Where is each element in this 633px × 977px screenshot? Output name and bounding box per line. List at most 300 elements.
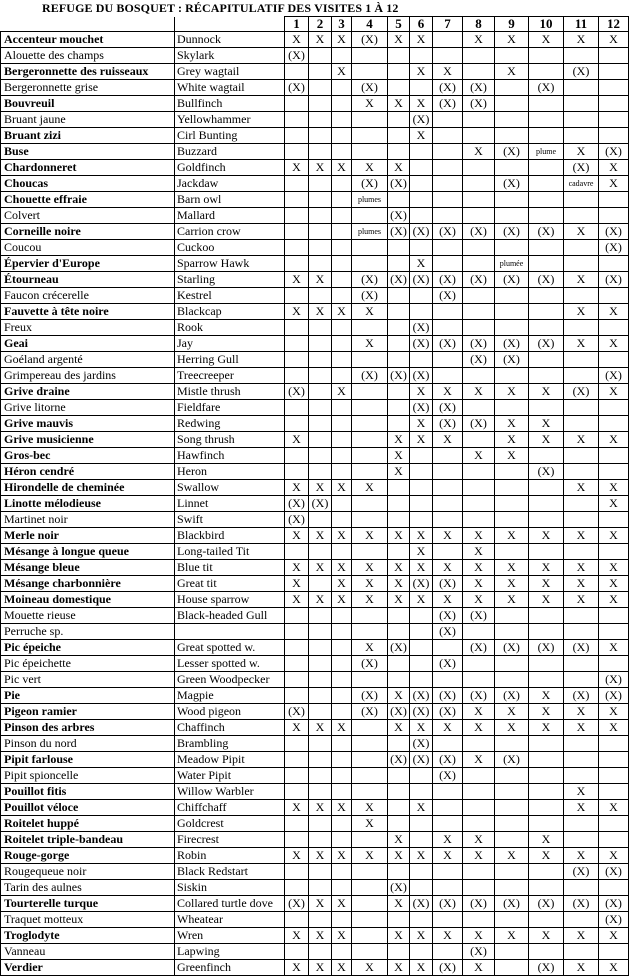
visit-cell bbox=[529, 512, 564, 528]
visit-cell bbox=[463, 432, 495, 448]
visit-cell bbox=[463, 816, 495, 832]
species-french-name: Pic épeiche bbox=[1, 640, 175, 656]
visit-cell bbox=[495, 512, 529, 528]
species-french-name: Bergeronnette grise bbox=[1, 80, 175, 96]
visit-cell bbox=[309, 416, 332, 432]
visit-cell: X bbox=[309, 480, 332, 496]
visit-cell bbox=[285, 832, 309, 848]
species-french-name: Merle noir bbox=[1, 528, 175, 544]
visit-cell bbox=[495, 784, 529, 800]
visit-cell: (X) bbox=[564, 160, 599, 176]
species-french-name: Hirondelle de cheminée bbox=[1, 480, 175, 496]
species-french-name: Pic vert bbox=[1, 672, 175, 688]
table-row bbox=[1, 480, 629, 496]
visit-cell bbox=[564, 400, 599, 416]
visit-cell: (X) bbox=[309, 496, 332, 512]
visit-cell: (X) bbox=[495, 352, 529, 368]
visit-cell bbox=[463, 304, 495, 320]
visit-cell bbox=[309, 384, 332, 400]
visit-cell: X bbox=[410, 720, 433, 736]
species-english-name: Bullfinch bbox=[175, 96, 285, 112]
visit-cell bbox=[309, 464, 332, 480]
visit-cell: X bbox=[352, 816, 388, 832]
visit-cell bbox=[564, 112, 599, 128]
visit-cell: X bbox=[495, 384, 529, 400]
species-french-name: Martinet noir bbox=[1, 512, 175, 528]
table-row bbox=[1, 832, 629, 848]
visit-cell bbox=[352, 256, 388, 272]
species-english-name: Redwing bbox=[175, 416, 285, 432]
visit-cell bbox=[285, 400, 309, 416]
visit-cell: plumée bbox=[495, 256, 529, 272]
visit-cell bbox=[332, 336, 352, 352]
visit-cell: X bbox=[285, 160, 309, 176]
visit-cell bbox=[529, 208, 564, 224]
visit-cell bbox=[564, 80, 599, 96]
visit-cell: (X) bbox=[352, 688, 388, 704]
visit-cell: X bbox=[463, 576, 495, 592]
visit-cell bbox=[352, 736, 388, 752]
visit-cell: X bbox=[410, 256, 433, 272]
visit-cell bbox=[463, 624, 495, 640]
visit-cell: X bbox=[599, 496, 629, 512]
visit-cell: X bbox=[352, 576, 388, 592]
visit-cell bbox=[388, 800, 410, 816]
visit-cell: X bbox=[309, 720, 332, 736]
table-row bbox=[1, 896, 629, 912]
visit-cell bbox=[529, 320, 564, 336]
visit-cell: (X) bbox=[495, 144, 529, 160]
visit-cell: X bbox=[309, 304, 332, 320]
species-french-name: Épervier d'Europe bbox=[1, 256, 175, 272]
visit-cell bbox=[309, 400, 332, 416]
visit-cell: (X) bbox=[285, 496, 309, 512]
visit-cell: X bbox=[410, 960, 433, 976]
visit-cell: X bbox=[410, 416, 433, 432]
visit-cell bbox=[564, 656, 599, 672]
visit-cell: X bbox=[352, 800, 388, 816]
visit-cell bbox=[309, 368, 332, 384]
visit-cell bbox=[388, 240, 410, 256]
visit-cell bbox=[285, 656, 309, 672]
visit-cell bbox=[332, 208, 352, 224]
visit-cell: X bbox=[285, 592, 309, 608]
visit-cell bbox=[352, 48, 388, 64]
visit-cell: X bbox=[332, 64, 352, 80]
visit-cell: X bbox=[495, 416, 529, 432]
visit-cell bbox=[285, 784, 309, 800]
visit-cell bbox=[285, 64, 309, 80]
visit-cell bbox=[388, 144, 410, 160]
visit-cell bbox=[599, 736, 629, 752]
species-english-name: Skylark bbox=[175, 48, 285, 64]
visit-cell: plumes bbox=[352, 192, 388, 208]
species-french-name: Chouette effraie bbox=[1, 192, 175, 208]
visit-cell bbox=[463, 880, 495, 896]
visit-cell: X bbox=[564, 144, 599, 160]
visit-cell: X bbox=[564, 336, 599, 352]
visit-cell: (X) bbox=[352, 80, 388, 96]
species-english-name: Buzzard bbox=[175, 144, 285, 160]
visit-cell bbox=[388, 256, 410, 272]
visit-cell: X bbox=[285, 720, 309, 736]
visit-cell: (X) bbox=[495, 896, 529, 912]
visit-cell bbox=[433, 160, 463, 176]
visit-cell bbox=[332, 880, 352, 896]
visit-cell bbox=[433, 864, 463, 880]
visit-cell bbox=[433, 368, 463, 384]
visit-cell bbox=[529, 608, 564, 624]
visit-cell bbox=[495, 80, 529, 96]
visit-cell bbox=[410, 480, 433, 496]
visit-cell: (X) bbox=[285, 896, 309, 912]
species-english-name: Brambling bbox=[175, 736, 285, 752]
visit-cell: X bbox=[463, 560, 495, 576]
visit-cell bbox=[352, 752, 388, 768]
visit-cell: X bbox=[433, 928, 463, 944]
species-french-name: Grimpereau des jardins bbox=[1, 368, 175, 384]
visit-cell bbox=[599, 656, 629, 672]
species-english-name: Cirl Bunting bbox=[175, 128, 285, 144]
visit-cell bbox=[529, 752, 564, 768]
visit-cell bbox=[309, 320, 332, 336]
visit-cell bbox=[433, 48, 463, 64]
visit-cell bbox=[495, 192, 529, 208]
visit-cell: plume bbox=[529, 144, 564, 160]
visit-cell bbox=[529, 784, 564, 800]
visit-cell: (X) bbox=[564, 384, 599, 400]
visit-cell bbox=[495, 320, 529, 336]
visit-cell bbox=[529, 544, 564, 560]
visit-cell bbox=[388, 768, 410, 784]
visit-cell bbox=[529, 352, 564, 368]
visit-cell bbox=[285, 880, 309, 896]
visit-cell: X bbox=[564, 480, 599, 496]
visit-cell bbox=[433, 736, 463, 752]
visit-cell: (X) bbox=[564, 896, 599, 912]
species-french-name: Mésange bleue bbox=[1, 560, 175, 576]
visit-cell: X bbox=[352, 96, 388, 112]
visit-cell: (X) bbox=[599, 672, 629, 688]
visit-cell: (X) bbox=[433, 752, 463, 768]
visit-cell: (X) bbox=[599, 896, 629, 912]
visit-cell bbox=[495, 816, 529, 832]
visit-cell bbox=[564, 464, 599, 480]
visit-cell: X bbox=[332, 576, 352, 592]
table-row bbox=[1, 512, 629, 528]
visit-cell: X bbox=[564, 800, 599, 816]
visit-cell bbox=[285, 240, 309, 256]
visit-cell bbox=[285, 448, 309, 464]
species-english-name: Hawfinch bbox=[175, 448, 285, 464]
visit-cell: X bbox=[463, 960, 495, 976]
visit-cell bbox=[309, 128, 332, 144]
species-french-name: Geai bbox=[1, 336, 175, 352]
visit-cell: X bbox=[388, 32, 410, 48]
visit-cell bbox=[529, 480, 564, 496]
visit-cell bbox=[564, 352, 599, 368]
visit-cell bbox=[495, 944, 529, 960]
species-french-name: Tarin des aulnes bbox=[1, 880, 175, 896]
visit-cell bbox=[352, 880, 388, 896]
visit-cell bbox=[463, 480, 495, 496]
visit-cell: X bbox=[529, 832, 564, 848]
visit-cell bbox=[332, 416, 352, 432]
visit-cell: X bbox=[463, 704, 495, 720]
visit-cell: cadavre bbox=[564, 176, 599, 192]
visit-cell bbox=[599, 784, 629, 800]
species-french-name: Héron cendré bbox=[1, 464, 175, 480]
species-english-name: Goldfinch bbox=[175, 160, 285, 176]
visit-cell: (X) bbox=[564, 864, 599, 880]
table-row bbox=[1, 928, 629, 944]
visit-cell bbox=[410, 656, 433, 672]
visit-cell bbox=[599, 512, 629, 528]
visit-cell: X bbox=[529, 592, 564, 608]
species-english-name: Firecrest bbox=[175, 832, 285, 848]
visit-cell bbox=[433, 784, 463, 800]
species-english-name: Long-tailed Tit bbox=[175, 544, 285, 560]
visit-cell: (X) bbox=[463, 80, 495, 96]
species-english-name: Great spotted w. bbox=[175, 640, 285, 656]
visit-cell bbox=[285, 336, 309, 352]
visit-cell: (X) bbox=[410, 224, 433, 240]
visit-cell: X bbox=[285, 32, 309, 48]
visit-cell bbox=[433, 496, 463, 512]
visit-cell bbox=[599, 624, 629, 640]
visit-cell bbox=[332, 688, 352, 704]
species-english-name: Lesser spotted w. bbox=[175, 656, 285, 672]
visit-column-header: 12 bbox=[599, 17, 629, 32]
species-french-name: Rougequeue noir bbox=[1, 864, 175, 880]
species-english-name: Goldcrest bbox=[175, 816, 285, 832]
visit-cell bbox=[529, 112, 564, 128]
visit-cell bbox=[599, 288, 629, 304]
visit-cell bbox=[352, 416, 388, 432]
visit-cell: (X) bbox=[388, 752, 410, 768]
visit-cell: X bbox=[599, 160, 629, 176]
visit-cell: X bbox=[309, 928, 332, 944]
visit-cell bbox=[463, 288, 495, 304]
species-french-name: Grive draine bbox=[1, 384, 175, 400]
visit-cell: X bbox=[332, 304, 352, 320]
visit-cell bbox=[433, 464, 463, 480]
visit-cell bbox=[352, 672, 388, 688]
visit-cell: (X) bbox=[463, 640, 495, 656]
visit-cell: (X) bbox=[433, 416, 463, 432]
visit-cell: X bbox=[352, 848, 388, 864]
visit-cell bbox=[332, 400, 352, 416]
species-french-name: Tourterelle turque bbox=[1, 896, 175, 912]
visit-cell bbox=[599, 128, 629, 144]
species-french-name: Choucas bbox=[1, 176, 175, 192]
visit-cell: X bbox=[388, 592, 410, 608]
visit-cell bbox=[529, 912, 564, 928]
visit-cell: (X) bbox=[388, 368, 410, 384]
visit-cell bbox=[309, 736, 332, 752]
visit-cell: (X) bbox=[599, 864, 629, 880]
visit-cell: (X) bbox=[433, 688, 463, 704]
visit-cell: (X) bbox=[495, 272, 529, 288]
visit-cell: X bbox=[599, 800, 629, 816]
visit-cell: (X) bbox=[599, 144, 629, 160]
visit-cell: (X) bbox=[463, 224, 495, 240]
visit-cell bbox=[410, 672, 433, 688]
table-row bbox=[1, 160, 629, 176]
visit-cell: (X) bbox=[410, 336, 433, 352]
species-french-name: Roitelet triple-bandeau bbox=[1, 832, 175, 848]
visit-cell: (X) bbox=[285, 384, 309, 400]
visit-cell: X bbox=[463, 384, 495, 400]
visit-cell bbox=[309, 784, 332, 800]
visit-cell: (X) bbox=[410, 896, 433, 912]
visit-cell: X bbox=[529, 384, 564, 400]
visit-cell bbox=[332, 832, 352, 848]
visit-cell bbox=[388, 864, 410, 880]
visit-cell bbox=[410, 464, 433, 480]
visit-cell bbox=[463, 736, 495, 752]
visit-cell: (X) bbox=[410, 320, 433, 336]
visit-cell bbox=[309, 624, 332, 640]
visit-cell bbox=[388, 336, 410, 352]
visit-cell: X bbox=[352, 592, 388, 608]
visit-cell: X bbox=[529, 720, 564, 736]
visit-cell bbox=[410, 240, 433, 256]
visit-cell: X bbox=[529, 688, 564, 704]
visit-cell bbox=[564, 368, 599, 384]
visit-cell bbox=[388, 112, 410, 128]
visit-cell bbox=[410, 816, 433, 832]
visit-cell bbox=[285, 640, 309, 656]
visit-cell bbox=[332, 736, 352, 752]
visit-cell bbox=[388, 544, 410, 560]
visit-cell: X bbox=[332, 160, 352, 176]
visit-cell bbox=[388, 512, 410, 528]
visit-cell: X bbox=[332, 928, 352, 944]
visit-cell: X bbox=[463, 928, 495, 944]
visit-cell: X bbox=[285, 800, 309, 816]
visit-cell bbox=[309, 192, 332, 208]
visit-cell bbox=[599, 192, 629, 208]
visit-cell: (X) bbox=[529, 896, 564, 912]
visit-cell bbox=[332, 768, 352, 784]
species-english-name: Wheatear bbox=[175, 912, 285, 928]
table-row bbox=[1, 288, 629, 304]
visit-cell: X bbox=[388, 448, 410, 464]
species-french-name: Mésange à longue queue bbox=[1, 544, 175, 560]
visit-column-header: 4 bbox=[352, 17, 388, 32]
visit-cell bbox=[599, 544, 629, 560]
visit-cell bbox=[332, 192, 352, 208]
visit-cell: (X) bbox=[463, 336, 495, 352]
visit-cell: X bbox=[564, 960, 599, 976]
visit-cell: X bbox=[495, 704, 529, 720]
visit-cell bbox=[433, 240, 463, 256]
visit-cell: X bbox=[495, 64, 529, 80]
visit-column-header: 11 bbox=[564, 17, 599, 32]
visit-cell bbox=[388, 912, 410, 928]
visit-cell bbox=[309, 832, 332, 848]
visit-cell: X bbox=[352, 480, 388, 496]
visit-cell bbox=[599, 416, 629, 432]
visit-cell bbox=[529, 800, 564, 816]
visit-cell bbox=[410, 160, 433, 176]
visit-cell bbox=[495, 912, 529, 928]
visit-cell: X bbox=[309, 960, 332, 976]
visits-table bbox=[0, 16, 629, 976]
visit-cell bbox=[309, 512, 332, 528]
table-row bbox=[1, 352, 629, 368]
visit-cell: X bbox=[410, 592, 433, 608]
visit-cell bbox=[285, 736, 309, 752]
visit-cell bbox=[309, 240, 332, 256]
visit-cell bbox=[332, 640, 352, 656]
visit-cell bbox=[463, 64, 495, 80]
visit-cell: (X) bbox=[410, 576, 433, 592]
visit-cell bbox=[309, 880, 332, 896]
species-english-name: Treecreeper bbox=[175, 368, 285, 384]
visit-cell bbox=[285, 144, 309, 160]
species-english-name: Wood pigeon bbox=[175, 704, 285, 720]
species-english-name: White wagtail bbox=[175, 80, 285, 96]
species-french-name: Grive litorne bbox=[1, 400, 175, 416]
visit-cell bbox=[388, 608, 410, 624]
species-french-name: Goéland argenté bbox=[1, 352, 175, 368]
visit-cell bbox=[529, 304, 564, 320]
species-french-name: Grive musicienne bbox=[1, 432, 175, 448]
visit-cell: X bbox=[529, 560, 564, 576]
visit-cell bbox=[285, 624, 309, 640]
visit-cell bbox=[285, 672, 309, 688]
visit-cell bbox=[599, 400, 629, 416]
visit-cell: X bbox=[332, 480, 352, 496]
visit-cell bbox=[352, 352, 388, 368]
visit-cell: X bbox=[564, 560, 599, 576]
visit-cell: (X) bbox=[599, 912, 629, 928]
visit-column-header: 9 bbox=[495, 17, 529, 32]
table-row bbox=[1, 768, 629, 784]
visit-cell: (X) bbox=[410, 688, 433, 704]
visit-cell: (X) bbox=[433, 656, 463, 672]
table-row bbox=[1, 176, 629, 192]
visit-cell: (X) bbox=[463, 944, 495, 960]
visit-cell bbox=[410, 176, 433, 192]
visit-cell: X bbox=[388, 432, 410, 448]
visit-cell bbox=[332, 816, 352, 832]
visit-cell bbox=[309, 704, 332, 720]
visit-cell bbox=[599, 832, 629, 848]
visit-cell bbox=[410, 304, 433, 320]
visit-cell bbox=[285, 112, 309, 128]
visit-cell bbox=[285, 944, 309, 960]
visit-cell: X bbox=[285, 848, 309, 864]
table-row bbox=[1, 464, 629, 480]
visit-cell: X bbox=[332, 960, 352, 976]
visit-cell bbox=[285, 320, 309, 336]
visit-cell: (X) bbox=[352, 32, 388, 48]
visit-cell bbox=[285, 128, 309, 144]
species-english-name: Starling bbox=[175, 272, 285, 288]
visit-cell: (X) bbox=[529, 224, 564, 240]
visit-cell bbox=[433, 448, 463, 464]
species-english-name: Wren bbox=[175, 928, 285, 944]
visit-cell: X bbox=[309, 800, 332, 816]
species-english-name: Chaffinch bbox=[175, 720, 285, 736]
visit-cell bbox=[309, 448, 332, 464]
visit-cell bbox=[564, 416, 599, 432]
visit-cell: X bbox=[463, 32, 495, 48]
visit-cell bbox=[495, 128, 529, 144]
